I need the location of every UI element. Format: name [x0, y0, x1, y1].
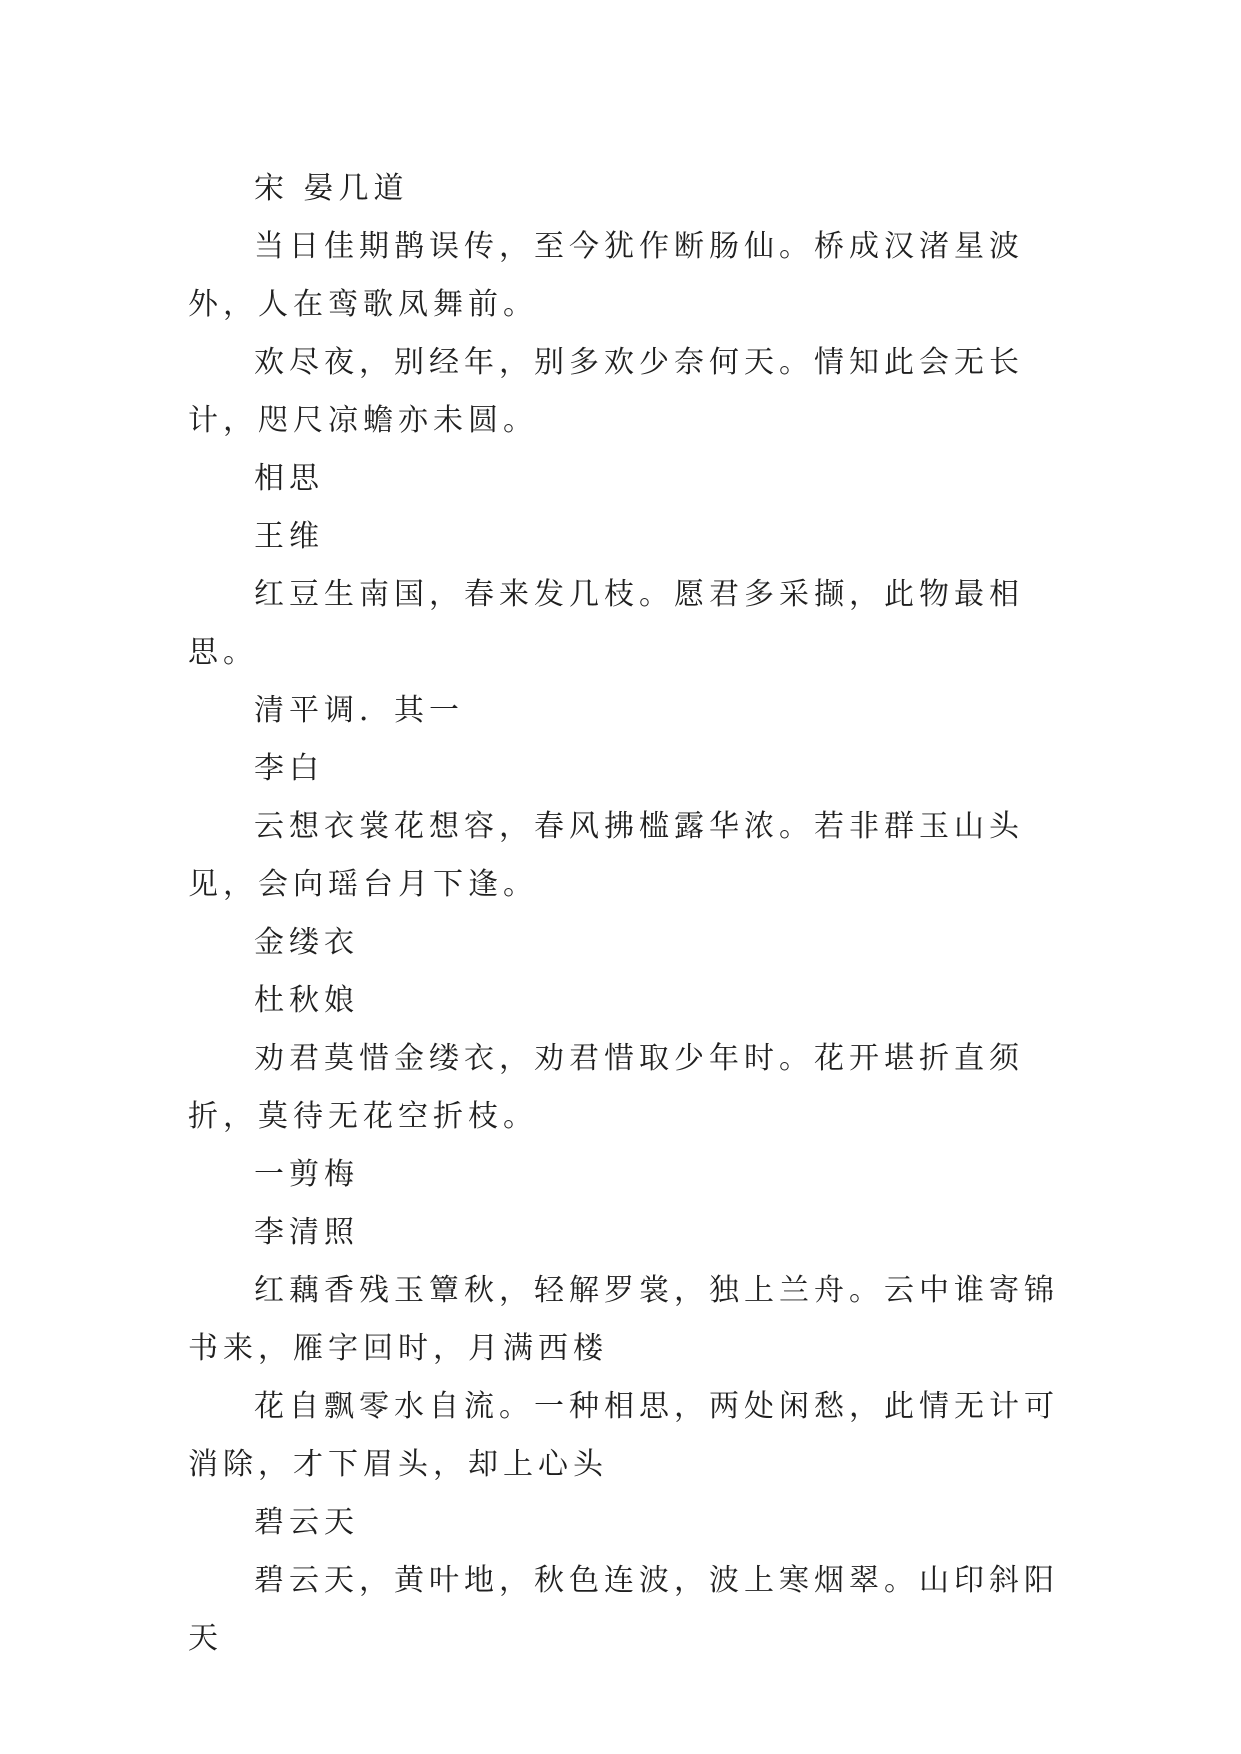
poem-stanza: 当日佳期鹊误传，至今犹作断肠仙。桥成汉渚星波外，人在鸾歌凤舞前。: [188, 229, 1024, 322]
poem-title: 金缕衣: [254, 925, 359, 960]
poem-stanza: 云想衣裳花想容，春风拂槛露华浓。若非群玉山头见，会向瑶台月下逢。: [188, 809, 1024, 902]
poem-stanza: 欢尽夜，别经年，别多欢少奈何天。情知此会无长计，咫尺凉蟾亦未圆。: [188, 345, 1024, 438]
author-line: 宋 晏几道: [254, 171, 409, 206]
poem-author: 李清照: [254, 1215, 359, 1250]
poem-title: 相思: [254, 461, 324, 496]
poem-author: 王维: [254, 519, 324, 554]
poem-stanza: 劝君莫惜金缕衣，劝君惜取少年时。花开堪折直须折，莫待无花空折枝。: [188, 1041, 1024, 1134]
poem-title: 碧云天: [254, 1505, 359, 1540]
poem-author: 李白: [254, 751, 324, 786]
poem-title: 清平调．其一: [254, 693, 464, 728]
poem-stanza: 红豆生南国，春来发几枝。愿君多采撷，此物最相思。: [188, 577, 1024, 670]
poem-title: 一剪梅: [254, 1157, 359, 1192]
poem-stanza: 花自飘零水自流。一种相思，两处闲愁，此情无计可消除，才下眉头，却上心头: [188, 1389, 1059, 1482]
poem-stanza: 红藕香残玉簟秋，轻解罗裳，独上兰舟。云中谁寄锦书来，雁字回时，月满西楼: [188, 1273, 1059, 1366]
poem-author: 杜秋娘: [254, 983, 359, 1018]
document-body: [188, 160, 1068, 1668]
poem-stanza: 碧云天，黄叶地，秋色连波，波上寒烟翠。山印斜阳天: [188, 1563, 1059, 1656]
